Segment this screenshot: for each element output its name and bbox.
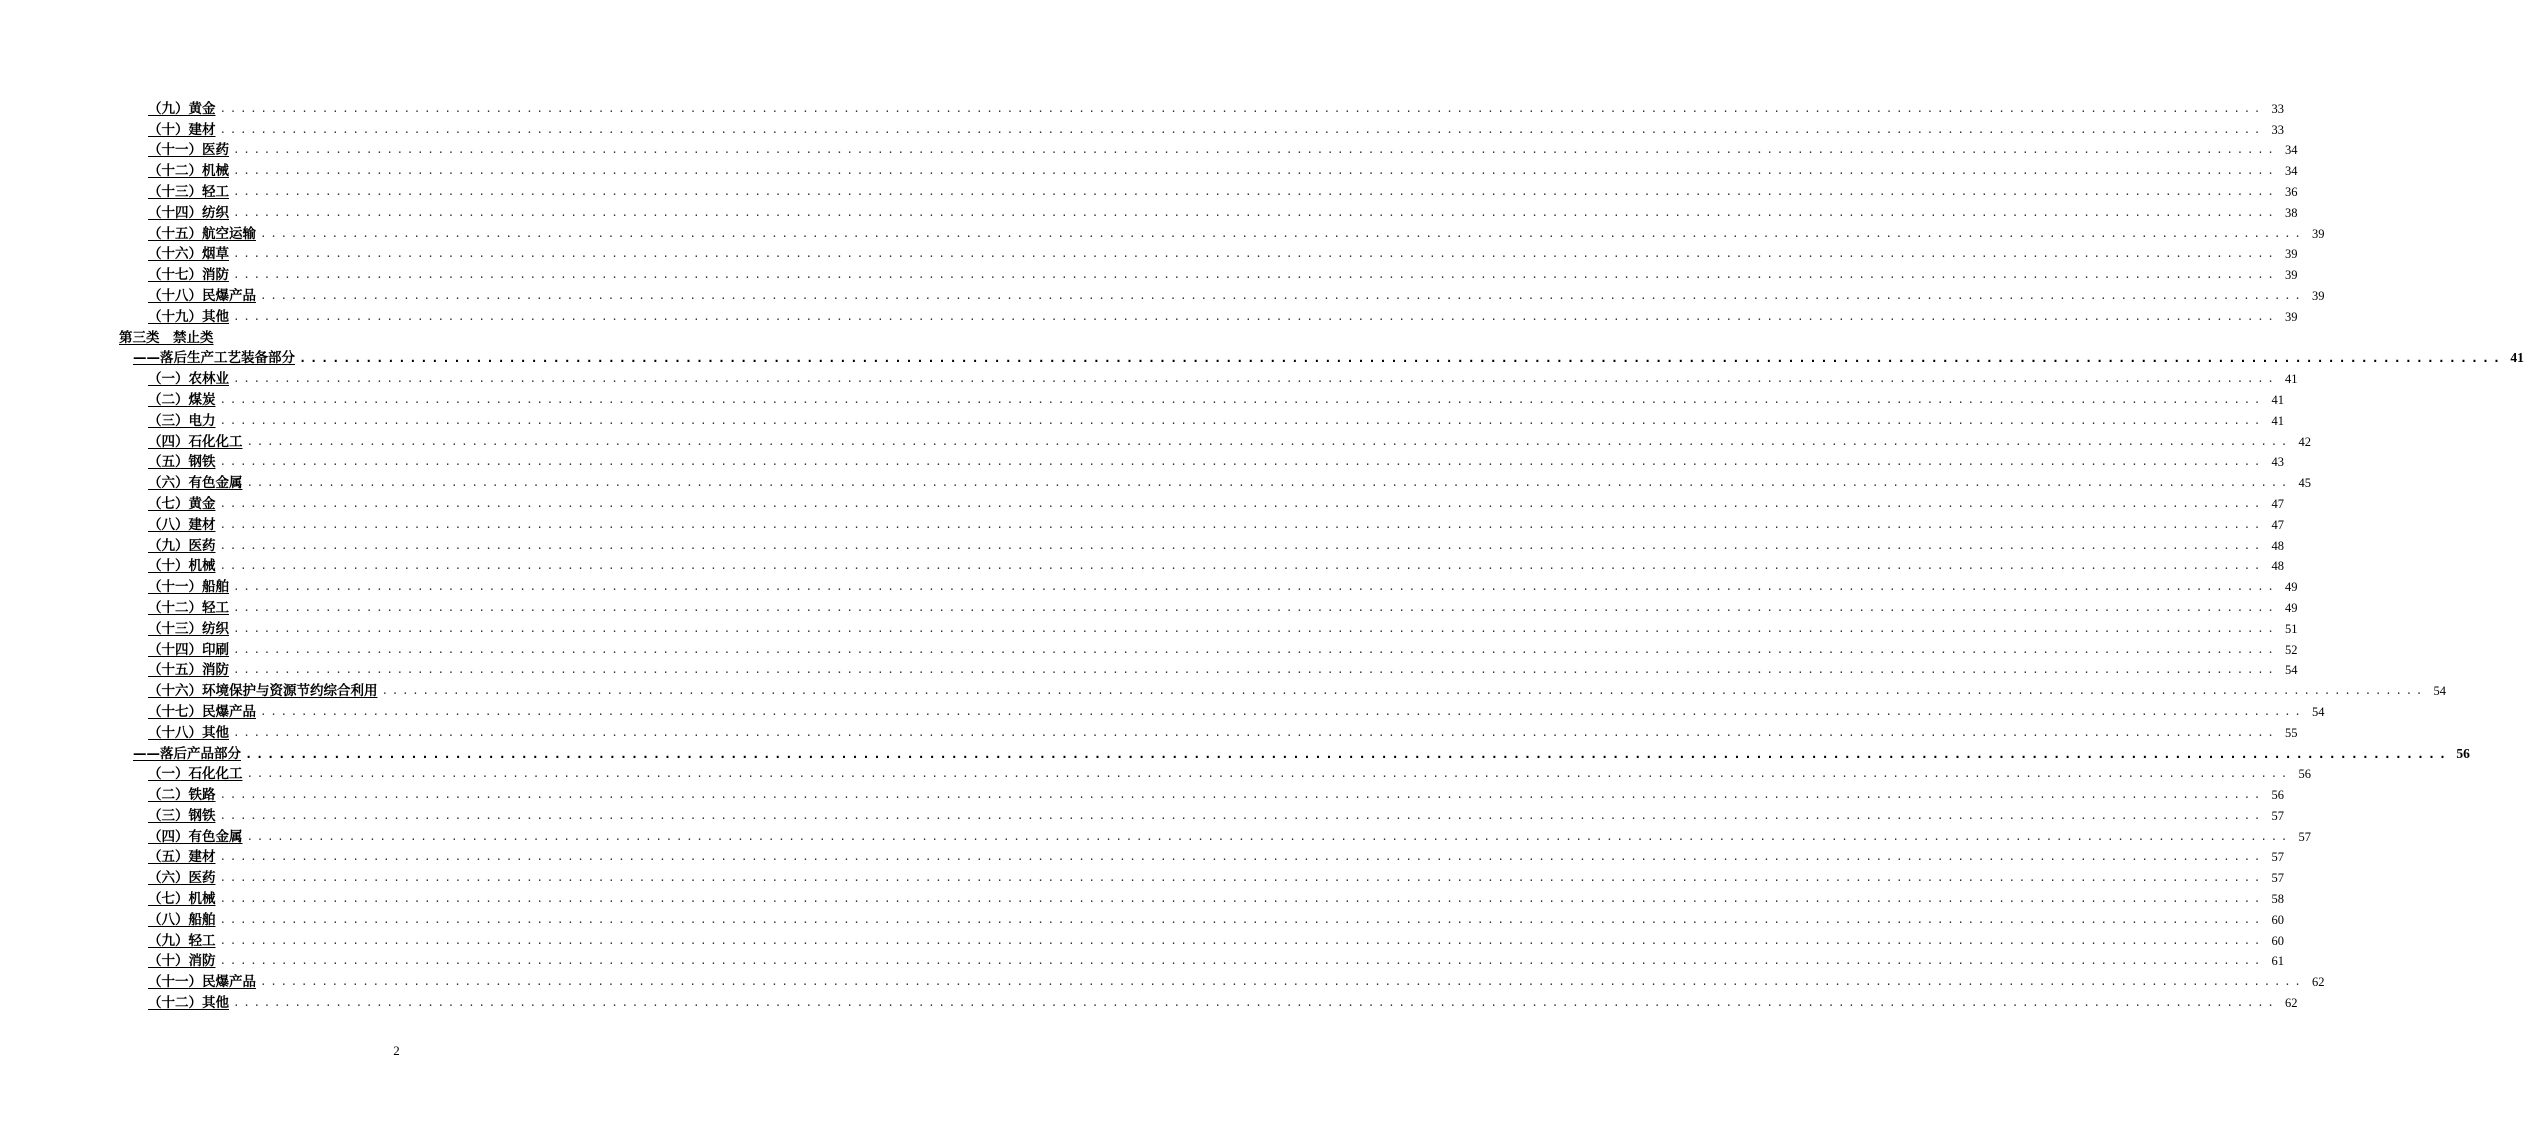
toc-entry[interactable] [0, 803, 2285, 824]
toc-leader-dots: ........................................................................................................................................................................................................ [246, 829, 2292, 843]
toc-leader-dots: ........................................................................................................................................................................................................ [246, 767, 2292, 781]
toc-entry[interactable] [0, 242, 2298, 263]
toc-page-number: 43 [2271, 455, 2285, 470]
toc-page-number: 52 [2285, 642, 2298, 657]
toc-entry[interactable] [0, 907, 2285, 928]
toc-page-number: 48 [2271, 538, 2285, 553]
toc-entry-label[interactable]: （十五）消防 [148, 662, 229, 679]
toc-entry[interactable] [0, 387, 2285, 408]
toc-entry[interactable] [0, 200, 2298, 221]
toc-leader-dots: ........................................................................................................................................................................................................ [219, 892, 2265, 906]
toc-page-number: 57 [2298, 829, 2312, 844]
toc-entry[interactable] [0, 949, 2285, 970]
toc-entry-label[interactable]: （二）煤炭 [148, 391, 216, 408]
toc-entry-label[interactable]: （九）医药 [148, 537, 216, 554]
toc-leader-dots: ........................................................................................................................................................................................................ [233, 164, 2278, 178]
toc-entry[interactable] [0, 678, 2447, 700]
toc-entry[interactable] [0, 408, 2285, 429]
toc-entry[interactable] [0, 658, 2298, 679]
toc-leader-dots: ........................................................................................................................................................................................................ [233, 725, 2278, 739]
toc-entry-label[interactable]: （六）医药 [148, 870, 216, 887]
toc-page-number: 49 [2285, 580, 2298, 595]
toc-leader-dots: ........................................................................................................................................................................................................ [233, 580, 2278, 594]
toc-page-number: 48 [2271, 559, 2285, 574]
toc-leader-dots: ........................................................................................................................................................................................................ [219, 455, 2265, 469]
toc-entry-label[interactable]: （七）黄金 [148, 495, 216, 512]
toc-entry[interactable] [0, 845, 2285, 866]
toc-leader-dots: ........................................................................................................................................................................................................ [233, 268, 2278, 282]
toc-entry-label[interactable]: （十）建材 [148, 121, 216, 138]
toc-page-number: 56 [2271, 788, 2285, 803]
toc-entry-label[interactable]: （十七）消防 [148, 267, 229, 284]
toc-entry[interactable] [0, 928, 2285, 949]
toc-entry[interactable] [0, 865, 2285, 887]
toc-page-number: 39 [2312, 288, 2325, 303]
toc-entry-label[interactable]: （十）消防 [148, 953, 216, 970]
toc-leader-dots: ........................................................................................................................................................................................................ [381, 684, 2427, 698]
toc-entry[interactable] [0, 720, 2298, 741]
toc-page-number: 45 [2298, 476, 2312, 491]
toc-page-number: 54 [2312, 704, 2325, 719]
toc-entry-label[interactable]: （四）石化化工 [148, 433, 243, 450]
table-of-contents [0, 96, 2524, 1012]
toc-leader-dots: ........................................................................................................................................................................................................ [246, 476, 2292, 490]
toc-leader-dots: ........................................................................................................................................................................................................ [260, 975, 2305, 989]
toc-leader-dots: ........................................................................................................................................................................................................ [245, 746, 2450, 761]
toc-leader-dots: ........................................................................................................................................................................................................ [219, 413, 2265, 427]
toc-leader-dots: ........................................................................................................................................................................................................ [233, 600, 2278, 614]
toc-page-number: 34 [2285, 164, 2298, 179]
toc-leader-dots: ........................................................................................................................................................................................................ [219, 538, 2265, 552]
toc-entry[interactable] [0, 574, 2298, 596]
toc-entry-label[interactable]: （一）石化化工 [148, 766, 243, 783]
page-number: 2 [393, 1043, 400, 1058]
toc-entry[interactable] [0, 512, 2285, 533]
toc-page-number: 57 [2271, 871, 2285, 886]
toc-entry[interactable] [0, 470, 2312, 492]
toc-entry-label[interactable]: （八）船舶 [148, 911, 216, 928]
toc-page-number: 62 [2285, 996, 2298, 1011]
toc-leader-dots: ........................................................................................................................................................................................................ [233, 642, 2278, 656]
toc-entry-label[interactable]: （九）轻工 [148, 932, 216, 949]
toc-leader-dots: ........................................................................................................................................................................................................ [219, 933, 2265, 947]
toc-leader-dots: ........................................................................................................................................................................................................ [219, 912, 2265, 926]
toc-page-number: 34 [2285, 143, 2298, 158]
toc-section-heading[interactable] [0, 325, 793, 346]
toc-entry-label[interactable]: （十三）轻工 [148, 183, 229, 200]
toc-entry[interactable] [0, 262, 2298, 284]
toc-entry-label[interactable]: （五）钢铁 [148, 454, 216, 471]
toc-page-number: 39 [2285, 309, 2298, 324]
toc-leader-dots: ........................................................................................................................................................................................................ [219, 954, 2265, 968]
toc-entry-label[interactable]: （一）农林业 [148, 371, 229, 388]
toc-page-number: 49 [2285, 600, 2298, 615]
toc-leader-dots: ........................................................................................................................................................................................................ [219, 122, 2265, 136]
toc-page-number: 54 [2433, 684, 2447, 699]
toc-leader-dots: ........................................................................................................................................................................................................ [246, 434, 2292, 448]
toc-entry-label[interactable]: （十七）民爆产品 [148, 703, 256, 720]
toc-page-number: 57 [2271, 808, 2285, 823]
toc-leader-dots: ........................................................................................................................................................................................................ [233, 621, 2278, 635]
toc-entry[interactable] [0, 179, 2298, 200]
toc-entry[interactable] [0, 595, 2298, 616]
toc-entry-label[interactable]: （十二）其他 [148, 995, 229, 1012]
toc-leader-dots: ........................................................................................................................................................................................................ [219, 788, 2265, 802]
toc-entry-label[interactable]: （十八）其他 [148, 724, 229, 741]
toc-page-number: 41 [2271, 392, 2285, 407]
toc-entry-label[interactable]: （十一）民爆产品 [148, 974, 256, 991]
toc-entry[interactable] [0, 762, 2312, 783]
toc-page-number: 62 [2312, 975, 2325, 990]
toc-subsection-entry[interactable] [0, 741, 2470, 762]
toc-entry-label[interactable]: （十六）环境保护与资源节约综合利用 [148, 683, 378, 700]
toc-entry-label[interactable]: （十九）其他 [148, 308, 229, 325]
toc-entry-label[interactable]: ——落后产品部分 [133, 745, 241, 762]
toc-entry[interactable] [0, 533, 2285, 554]
toc-leader-dots: ........................................................................................................................................................................................................ [233, 143, 2278, 157]
toc-entry[interactable] [0, 117, 2285, 138]
toc-page-number: 42 [2298, 434, 2312, 449]
toc-leader-dots: ........................................................................................................................................................................................................ [219, 871, 2265, 885]
toc-page-number: 39 [2285, 247, 2298, 262]
toc-leader-dots: ........................................................................................................................................................................................................ [299, 351, 2504, 366]
toc-page-number: 41 [2510, 350, 2524, 366]
toc-entry[interactable] [0, 637, 2298, 658]
toc-entry-label[interactable]: （十二）机械 [148, 163, 229, 180]
toc-page-number: 57 [2271, 850, 2285, 865]
toc-entry-label[interactable]: （三）电力 [148, 412, 216, 429]
toc-leader-dots: ........................................................................................................................................................................................................ [233, 205, 2278, 219]
toc-page-number: 41 [2271, 413, 2285, 428]
toc-leader-dots: ........................................................................................................................................................................................................ [260, 288, 2305, 302]
toc-page-number: 47 [2271, 496, 2285, 511]
toc-entry-label[interactable]: （十四）印刷 [148, 641, 229, 658]
toc-entry-label[interactable]: （十一）船舶 [148, 579, 229, 596]
toc-leader-dots: ........................................................................................................................................................................................................ [233, 996, 2278, 1010]
toc-leader-dots: ........................................................................................................................................................................................................ [219, 517, 2265, 531]
toc-entry[interactable] [0, 96, 2285, 117]
toc-leader-dots: ........................................................................................................................................................................................................ [219, 496, 2265, 510]
toc-entry-label[interactable]: （十二）轻工 [148, 599, 229, 616]
toc-entry-label[interactable]: ——落后生产工艺装备部分 [133, 350, 295, 367]
toc-entry[interactable] [0, 221, 2325, 242]
toc-leader-dots: ........................................................................................................................................................................................................ [219, 808, 2265, 822]
toc-page-number: 56 [2298, 767, 2312, 782]
toc-leader-dots: ........................................................................................................................................................................................................ [219, 392, 2265, 406]
toc-entry-label[interactable]: （四）有色金属 [148, 828, 243, 845]
toc-page-number: 51 [2285, 621, 2298, 636]
toc-entry[interactable] [0, 886, 2285, 908]
toc-page-number: 56 [2456, 745, 2470, 761]
toc-page-number: 55 [2285, 725, 2298, 740]
toc-page-number: 36 [2285, 184, 2298, 199]
toc-entry[interactable] [0, 158, 2298, 180]
toc-entry-label[interactable]: （六）有色金属 [148, 475, 243, 492]
toc-leader-dots: ........................................................................................................................................................................................................ [260, 704, 2305, 718]
toc-entry-label[interactable]: 第三类 禁止类 [119, 329, 214, 346]
toc-page-number: 41 [2285, 372, 2298, 387]
toc-entry-label[interactable]: （三）钢铁 [148, 807, 216, 824]
toc-entry[interactable] [0, 304, 2298, 325]
toc-entry-label[interactable]: （十五）航空运输 [148, 225, 256, 242]
toc-entry-label[interactable]: （十一）医药 [148, 142, 229, 159]
toc-entry[interactable] [0, 969, 2325, 991]
toc-entry-label[interactable]: （十三）纺织 [148, 620, 229, 637]
toc-entry[interactable] [0, 429, 2312, 450]
toc-leader-dots: ........................................................................................................................................................................................................ [233, 663, 2278, 677]
toc-entry-label[interactable]: （二）铁路 [148, 787, 216, 804]
toc-entry-label[interactable]: （十八）民爆产品 [148, 287, 256, 304]
toc-page-number: 33 [2271, 122, 2285, 137]
toc-page-number: 47 [2271, 517, 2285, 532]
toc-entry[interactable] [0, 616, 2298, 637]
toc-entry[interactable] [0, 782, 2285, 804]
toc-leader-dots: ........................................................................................................................................................................................................ [260, 226, 2305, 240]
toc-entry-label[interactable]: （十四）纺织 [148, 204, 229, 221]
toc-page-number: 33 [2271, 101, 2285, 116]
toc-page-number: 61 [2271, 954, 2285, 969]
toc-leader-dots: ........................................................................................................................................................................................................ [233, 309, 2278, 323]
toc-subsection-entry[interactable] [0, 346, 2524, 367]
toc-entry[interactable] [0, 554, 2285, 575]
toc-page-number: 60 [2271, 912, 2285, 927]
toc-entry[interactable] [0, 491, 2285, 512]
toc-entry-label[interactable]: （十六）烟草 [148, 246, 229, 263]
toc-entry[interactable] [0, 824, 2312, 845]
toc-entry[interactable] [0, 138, 2298, 159]
toc-entry-label[interactable]: （五）建材 [148, 849, 216, 866]
toc-page-number: 39 [2312, 226, 2325, 241]
toc-leader-dots: ........................................................................................................................................................................................................ [219, 101, 2265, 115]
toc-entry[interactable] [0, 699, 2325, 720]
toc-entry[interactable] [0, 990, 2298, 1012]
toc-entry-label[interactable]: （八）建材 [148, 516, 216, 533]
toc-leader-dots: ........................................................................................................................................................................................................ [233, 184, 2278, 198]
toc-entry[interactable] [0, 450, 2285, 471]
toc-leader-dots: ........................................................................................................................................................................................................ [233, 247, 2278, 261]
toc-entry-label[interactable]: （十）机械 [148, 558, 216, 575]
toc-leader-dots: ........................................................................................................................................................................................................ [219, 559, 2265, 573]
toc-entry-label[interactable]: （九）黄金 [148, 100, 216, 117]
toc-page-number: 39 [2285, 268, 2298, 283]
toc-leader-dots: ........................................................................................................................................................................................................ [219, 850, 2265, 864]
toc-page-number: 38 [2285, 205, 2298, 220]
toc-entry[interactable] [0, 366, 2298, 388]
toc-entry-label[interactable]: （七）机械 [148, 891, 216, 908]
toc-page-number: 54 [2285, 663, 2298, 678]
toc-leader-dots: ........................................................................................................................................................................................................ [233, 372, 2278, 386]
toc-entry[interactable] [0, 283, 2325, 304]
toc-page-number: 60 [2271, 933, 2285, 948]
toc-page-number: 58 [2271, 892, 2285, 907]
